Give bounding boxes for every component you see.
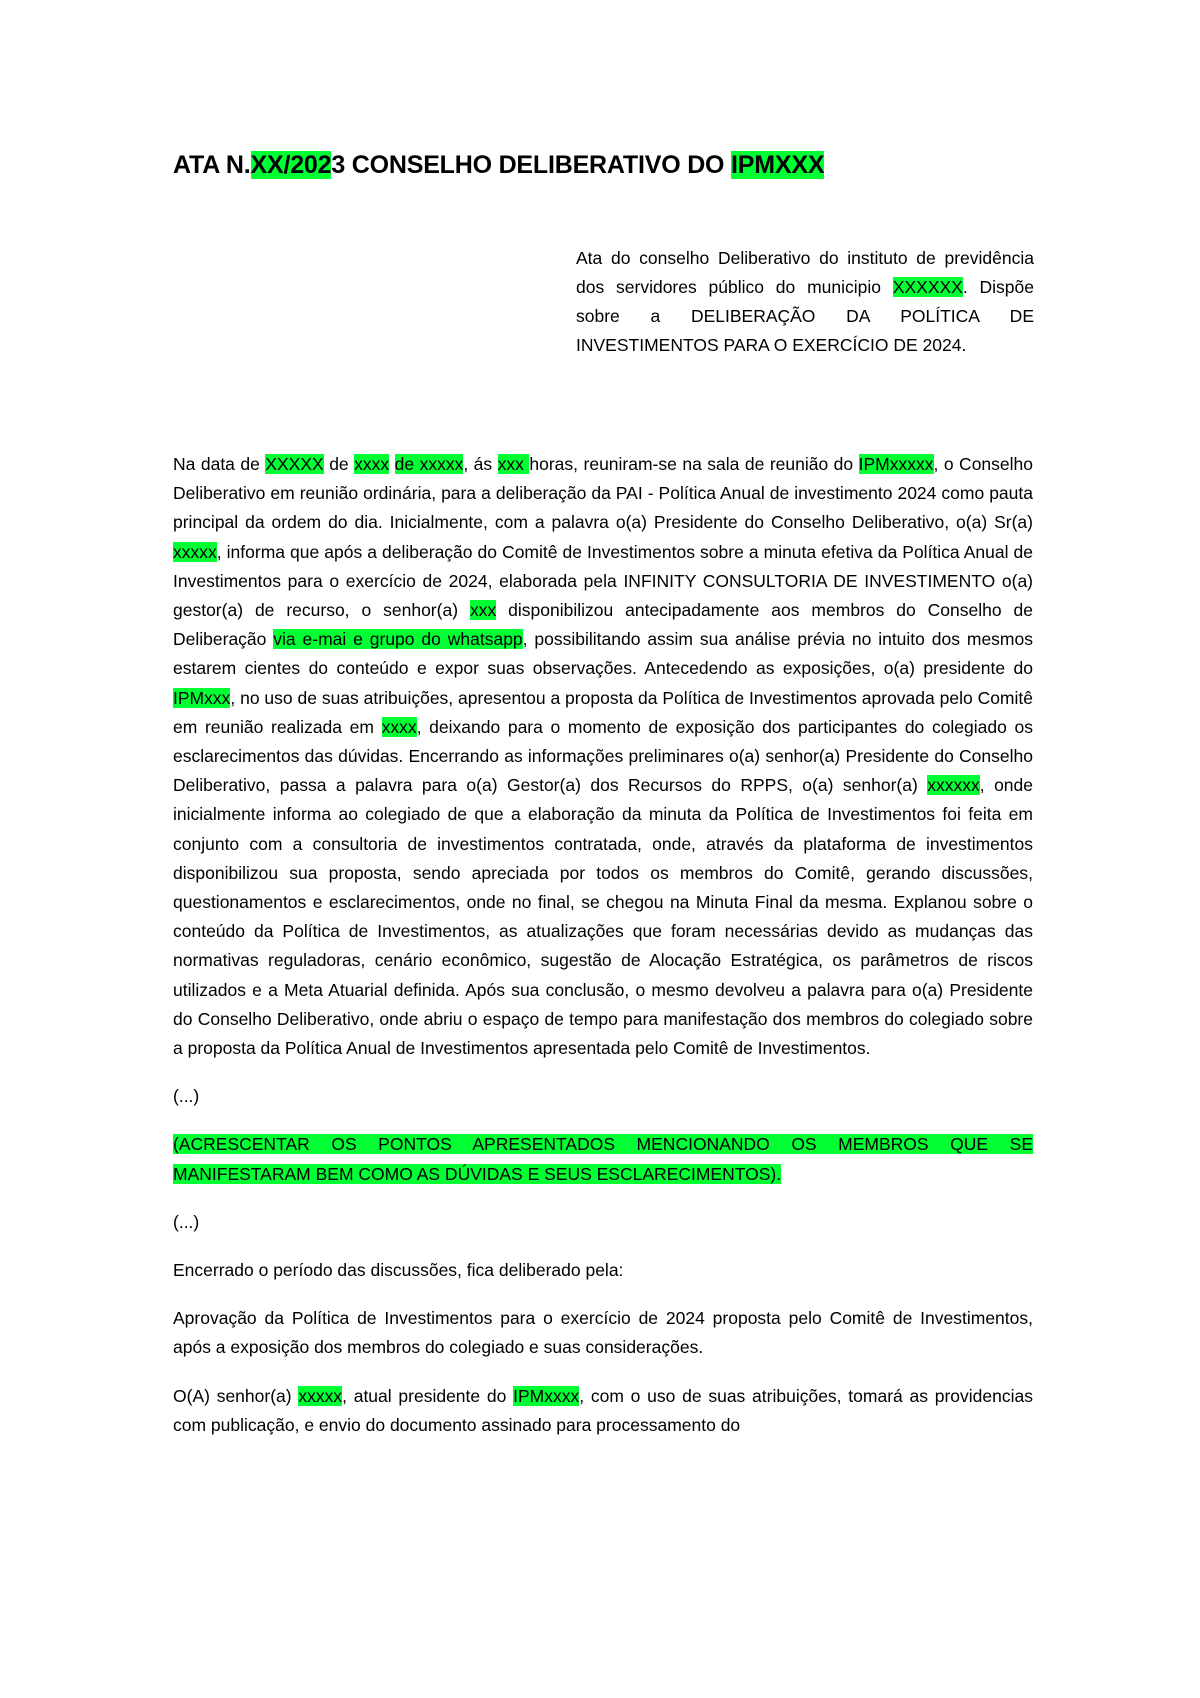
- placeholder-meeting-date: xxxx: [381, 716, 417, 737]
- title-text: ATA N.: [173, 151, 251, 179]
- ellipsis-marker: (...): [173, 1211, 200, 1232]
- title-text: 3 CONSELHO DELIBERATIVO DO: [331, 151, 732, 179]
- document-body: [173, 450, 1033, 1459]
- placeholder-municipio: XXXXXX: [892, 277, 963, 297]
- ellipsis-marker: (...): [173, 1086, 200, 1107]
- title-placeholder-institute: IPMXXX: [731, 151, 825, 179]
- instruction-note: (ACRESCENTAR OS PONTOS APRESENTADOS MENCIONANDO OS MEMBROS QUE SE MANIFESTARAM BEM COMO AS DÚVIDAS E SEUS ESCLARECIMENTOS).: [173, 1134, 1033, 1184]
- placeholder-month: xxxx: [354, 454, 390, 474]
- placeholder-rpps-manager-name: xxxxxx: [927, 775, 980, 796]
- minutes-paragraph: Na data de XXXXX de xxxx de xxxxx, ás xxx horas, reuniram-se na sala de reunião do IPMxxxxx, o Conselho Deliberativo em reunião ordinária, para a deliberação da PAI - Política Anual de investimento 2024 como pauta principal da ordem do dia. Inicialmente, com a palavra o(a) Presidente do Conselho Deliberativo, o(a) Sr(a) xxxxx, informa que após a deliberação do Comitê de Investimentos sobre a minuta efetiva da Política Anual de Investimentos para o exercício de 2024, elaborada pela INFINITY CONSULTORIA DE INVESTIMENTO o(a) gestor(a) de recurso, o senhor(a) xxx disponibilizou antecipadamente aos membros do Conselho de Deliberação via e-mai e grupo do whatsapp, possibilitando assim sua análise prévia no intuito dos mesmos estarem cientes do conteúdo e expor suas observações. Antecedendo as exposições, o(a) presidente do IPMxxx, no uso de suas atribuições, apresentou a proposta da Política de Investimentos aprovada pelo Comitê em reunião realizada em xxxx, deixando para o momento de exposição dos participantes do colegiado os esclarecimentos das dúvidas. Encerrando as informações preliminares o(a) senhor(a) Presidente do Conselho Deliberativo, passa a palavra para o(a) Gestor(a) dos Recursos do RPPS, o(a) senhor(a) xxxxxx, onde inicialmente informa ao colegiado de que a elaboração da minuta da Política de Investimentos foi feita em conjunto com a consultoria de investimentos contratada, onde, através da plataforma de investimentos disponibilizou sua proposta, sendo apreciada por todos os membros do Comitê, gerando discussões, questionamentos e esclarecimentos, onde no final, se chegou na Minuta Final da mesma. Explanou sobre o conteúdo da Política de Investimentos, as atualizações que foram necessárias devido as mudanças das normativas reguladoras, cenário econômico, sugestão de Alocação Estratégica, os parâmetros de riscos utilizados e a Meta Atuarial definida. Após sua conclusão, o mesmo devolveu a palavra para o(a) Presidente do Conselho Deliberativo, onde abriu o espaço de tempo para manifestação dos membros do colegiado sobre a proposta da Política Anual de Investimentos apresentada pelo Comitê de Investimentos.: [173, 454, 1034, 1059]
- placeholder-hour: xxx: [497, 454, 530, 474]
- title-placeholder-number: XX/202: [250, 151, 332, 179]
- placeholder-year: de xxxxx: [394, 454, 464, 474]
- placeholder-channel: via e-mai e grupo do whatsapp: [273, 629, 523, 650]
- placeholder-manager-name: xxx: [469, 600, 497, 621]
- approval-paragraph: Aprovação da Política de Investimentos para o exercício de 2024 proposta pelo Comitê de Investimentos, após a exposição dos membros do colegiado e suas considerações.: [173, 1308, 1033, 1358]
- placeholder-president-name: xxxxx: [298, 1385, 343, 1406]
- placeholder-day: XXXXX: [265, 454, 324, 474]
- document-title: [173, 147, 824, 183]
- placeholder-president-name: xxxxx: [173, 541, 217, 562]
- placeholder-institute: IPMxxxxx: [858, 454, 934, 474]
- document-summary: Ata do conselho Deliberativo do instituto de previdência dos servidores público do municipio XXXXXX. Dispõe sobre a DELIBERAÇÃO DA POLÍTICA DE INVESTIMENTOS PARA O EXERCÍCIO DE 2024.: [576, 248, 1035, 355]
- final-paragraph: O(A) senhor(a) xxxxx, atual presidente do IPMxxxx, com o uso de suas atribuições, tomará as providencias com publicação, e envio do documento assinado para processamento do: [173, 1385, 1033, 1435]
- placeholder-institute: IPMxxx: [173, 687, 231, 708]
- closing-paragraph: Encerrado o período das discussões, fica deliberado pela:: [173, 1260, 624, 1281]
- placeholder-institute: IPMxxxx: [513, 1385, 580, 1406]
